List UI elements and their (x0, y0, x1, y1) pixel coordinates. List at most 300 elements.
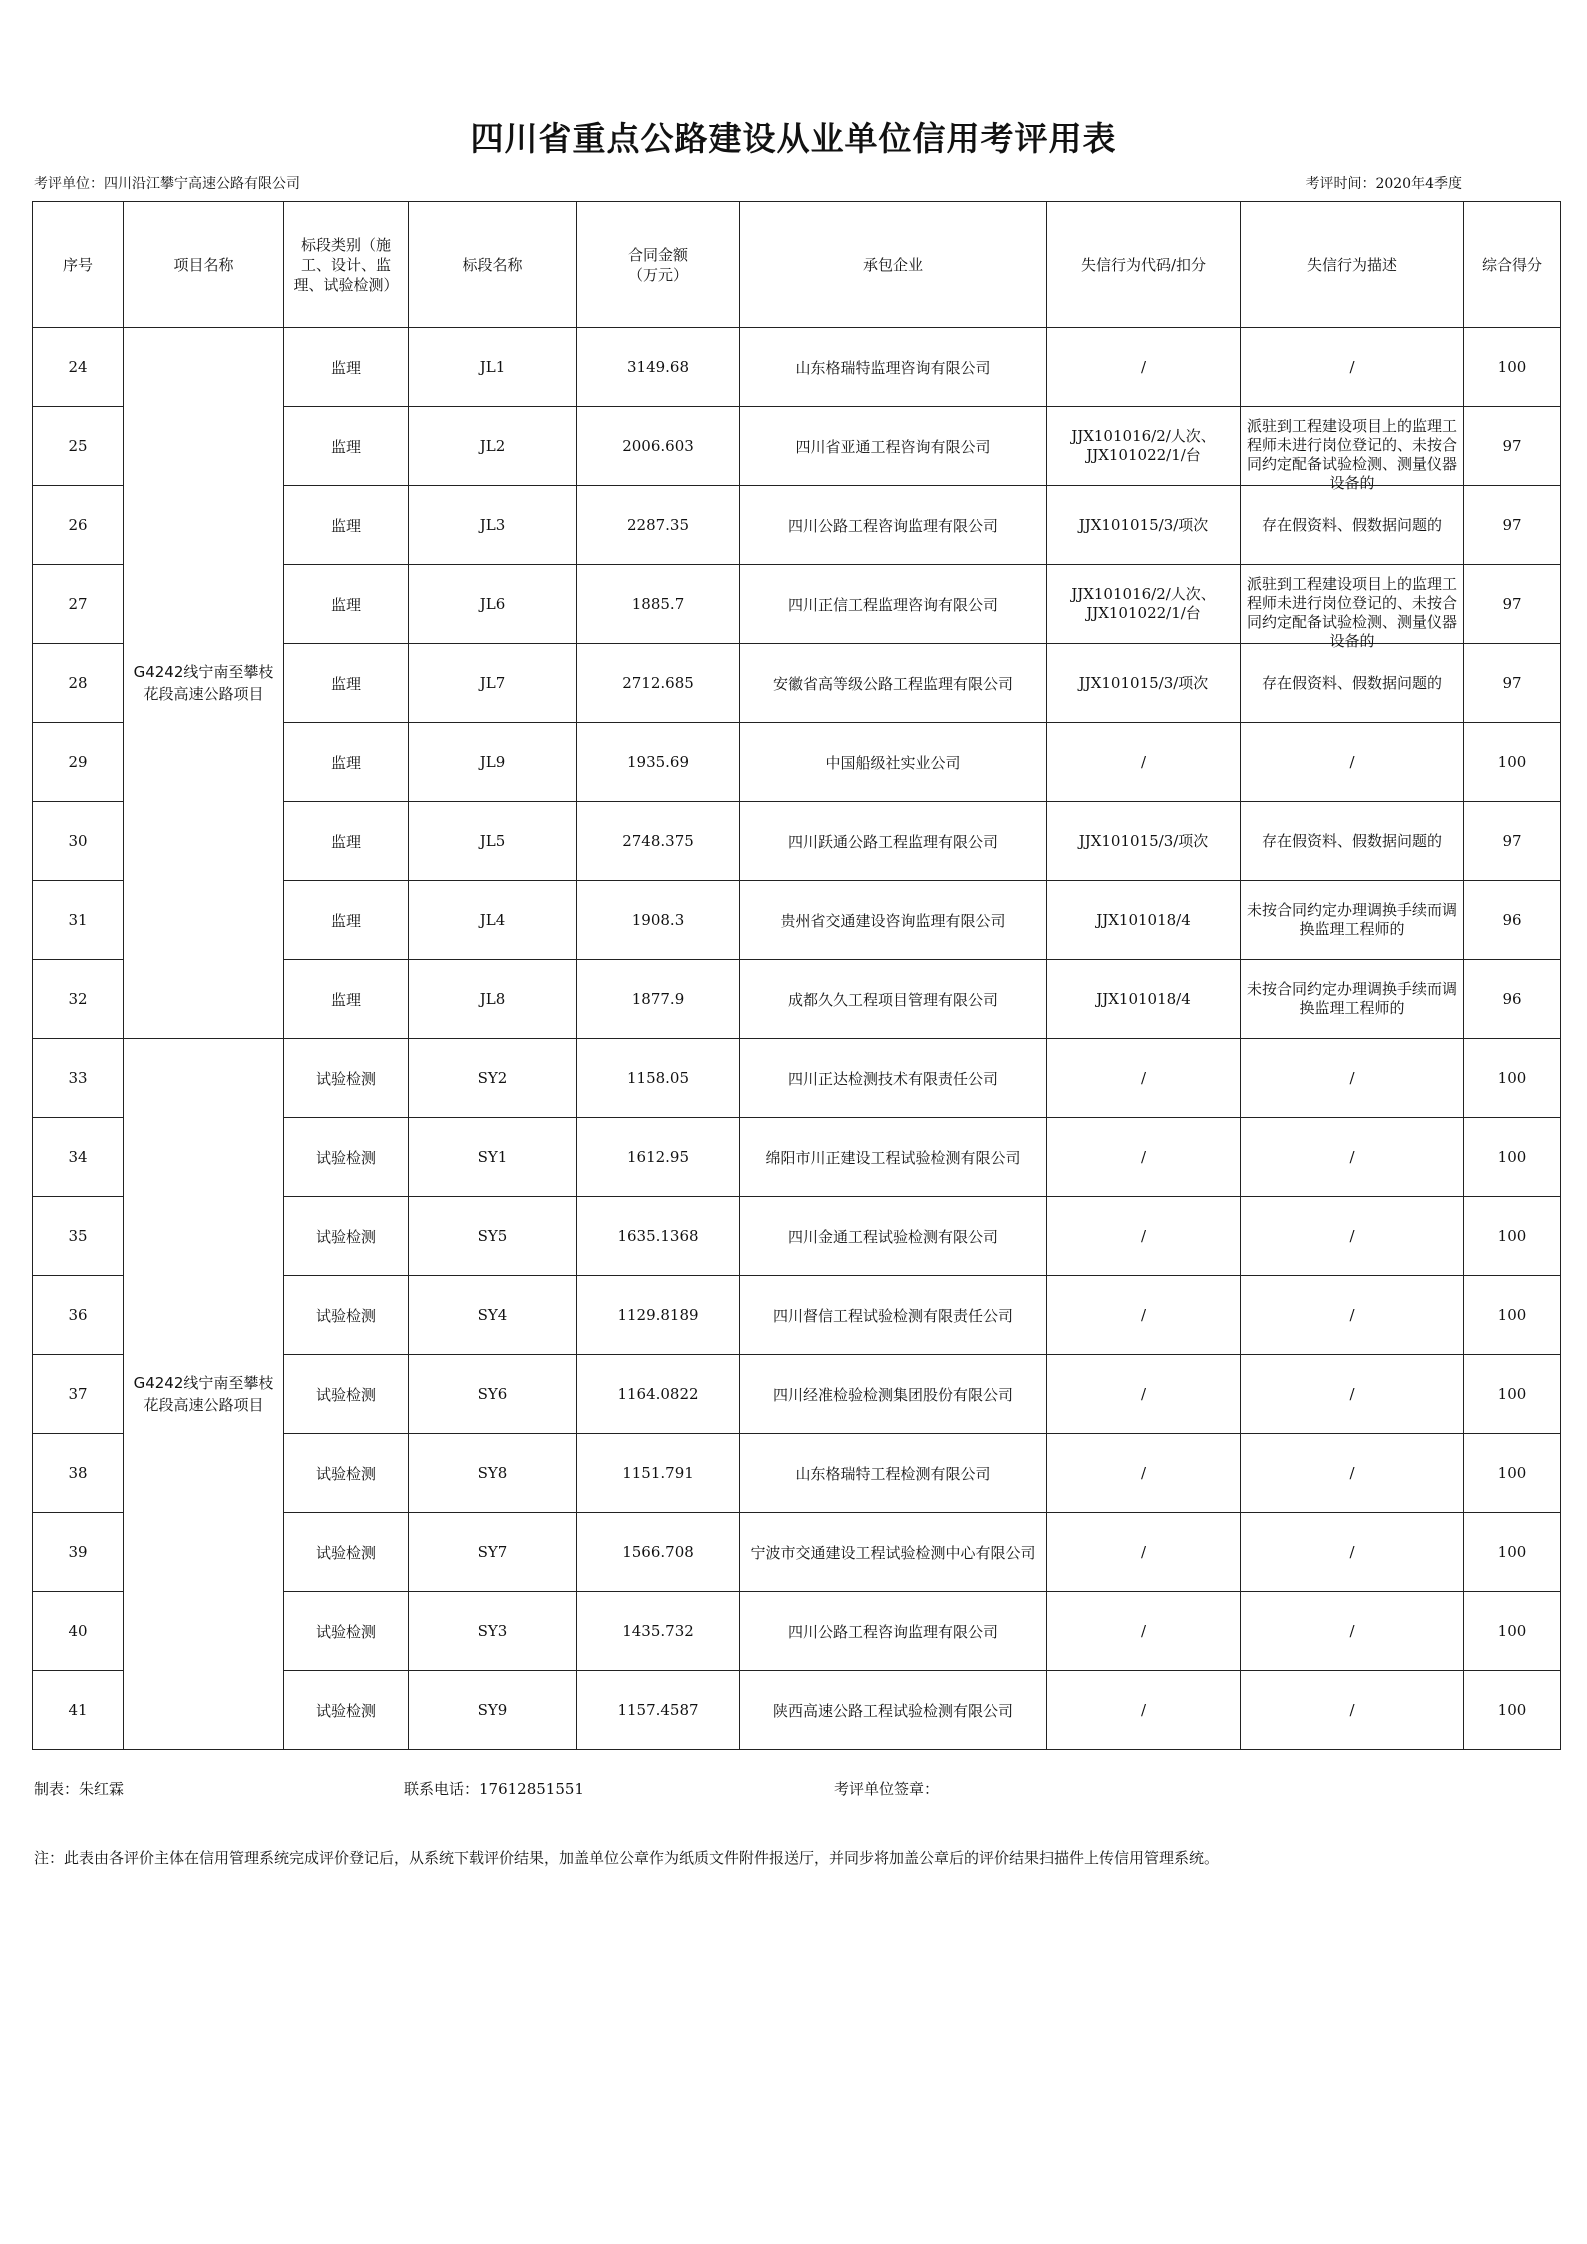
cell-score-text: 96 (1502, 911, 1522, 929)
cell-contractor (740, 644, 1047, 723)
cell-contractor-text: 山东格瑞特工程检测有限公司 (795, 1464, 991, 1483)
cell-code (1047, 1276, 1241, 1355)
cell-desc-text: 存在假资料、假数据问题的 (1261, 673, 1442, 692)
cell-seq-text: 29 (68, 753, 88, 771)
cell-category (284, 1355, 409, 1434)
cell-category-text: 试验检测 (315, 1148, 376, 1167)
cell-desc (1241, 328, 1464, 407)
cell-score (1464, 1513, 1561, 1592)
cell-amount (577, 328, 740, 407)
cell-category-text: 试验检测 (315, 1622, 376, 1641)
cell-seq (33, 1513, 124, 1592)
header-category: 标段类别（施工、设计、监理、试验检测） (284, 202, 409, 328)
cell-section-text: JL9 (479, 753, 506, 771)
cell-seq (33, 1355, 124, 1434)
cell-seq (33, 486, 124, 565)
cell-contractor (740, 486, 1047, 565)
cell-desc-text: / (1349, 1068, 1355, 1087)
cell-code-text: JJX101016/2/人次、JJX101022/1/台 (1071, 585, 1216, 622)
footnote: 注：此表由各评价主体在信用管理系统完成评价登记后，从系统下载评价结果，加盖单位公章作为纸质文件附件报送厅，并同步将加盖公章后的评价结果扫描件上传信用管理系统。 (34, 1849, 1220, 1867)
cell-code (1047, 1434, 1241, 1513)
cell-score (1464, 960, 1561, 1039)
cell-desc-text: 未按合同约定办理调换手续而调换监理工程师的 (1246, 901, 1457, 938)
cell-score-text: 100 (1497, 1701, 1527, 1719)
cell-score (1464, 644, 1561, 723)
cell-code-text: JJX101015/3/项次 (1078, 515, 1209, 534)
cell-code (1047, 407, 1241, 486)
cell-category-text: 试验检测 (315, 1385, 376, 1404)
cell-contractor-text: 四川正信工程监理咨询有限公司 (787, 595, 998, 614)
cell-section-text: JL7 (479, 674, 506, 692)
cell-section-text: SY7 (477, 1543, 508, 1561)
cell-project: G4242线宁南至攀枝花段高速公路项目 (124, 1039, 284, 1750)
cell-code (1047, 1592, 1241, 1671)
cell-contractor-text: 四川公路工程咨询监理有限公司 (787, 1622, 998, 1641)
cell-section-text: JL5 (479, 832, 506, 850)
cell-score-text: 97 (1502, 437, 1522, 455)
cell-section-text: JL1 (479, 358, 506, 376)
cell-code (1047, 1513, 1241, 1592)
cell-section (409, 960, 577, 1039)
meta-row (34, 173, 1462, 197)
cell-contractor (740, 1039, 1047, 1118)
cell-category-text: 监理 (330, 753, 361, 772)
cell-section-text: JL4 (479, 911, 506, 929)
cell-amount-text: 3149.68 (626, 358, 690, 376)
cell-category (284, 1197, 409, 1276)
cell-contractor-text: 陕西高速公路工程试验检测有限公司 (772, 1701, 1013, 1720)
cell-section (409, 486, 577, 565)
cell-score-text: 100 (1497, 1306, 1527, 1324)
cell-code-text: / (1140, 1384, 1147, 1403)
cell-amount (577, 644, 740, 723)
cell-amount (577, 565, 740, 644)
cell-code-text: / (1140, 1700, 1147, 1719)
table-row (33, 328, 1561, 407)
cell-amount (577, 1197, 740, 1276)
cell-score-text: 97 (1502, 674, 1522, 692)
cell-code (1047, 565, 1241, 644)
cell-desc (1241, 1039, 1464, 1118)
cell-code-text: JJX101015/3/项次 (1078, 831, 1209, 850)
cell-contractor (740, 802, 1047, 881)
cell-code (1047, 1197, 1241, 1276)
cell-seq-text: 32 (68, 990, 88, 1008)
cell-amount-text: 1151.791 (622, 1464, 694, 1482)
cell-section (409, 1592, 577, 1671)
credit-evaluation-table (32, 201, 1561, 1750)
cell-seq (33, 1118, 124, 1197)
cell-contractor (740, 1513, 1047, 1592)
cell-code (1047, 644, 1241, 723)
cell-contractor-text: 宁波市交通建设工程试验检测中心有限公司 (750, 1543, 1036, 1562)
table-row (33, 1039, 1561, 1118)
cell-contractor-text: 山东格瑞特监理咨询有限公司 (795, 358, 991, 377)
cell-score (1464, 486, 1561, 565)
cell-contractor-text: 四川经准检验检测集团股份有限公司 (772, 1385, 1013, 1404)
cell-desc-text: / (1349, 1147, 1355, 1166)
cell-desc-text: / (1349, 1621, 1355, 1640)
cell-seq-text: 28 (68, 674, 88, 692)
cell-score (1464, 723, 1561, 802)
cell-category (284, 1513, 409, 1592)
cell-section (409, 881, 577, 960)
cell-code (1047, 486, 1241, 565)
cell-amount-text: 2748.375 (622, 832, 694, 850)
cell-seq-text: 24 (68, 358, 88, 376)
cell-code (1047, 802, 1241, 881)
cell-score-text: 97 (1502, 832, 1522, 850)
cell-seq-text: 35 (68, 1227, 88, 1245)
cell-contractor-text: 四川省亚通工程咨询有限公司 (795, 437, 991, 456)
cell-desc (1241, 881, 1464, 960)
cell-category-text: 监理 (330, 516, 361, 535)
cell-code (1047, 881, 1241, 960)
cell-contractor (740, 1592, 1047, 1671)
cell-seq (33, 881, 124, 960)
cell-category (284, 1434, 409, 1513)
cell-category (284, 1039, 409, 1118)
cell-contractor-text: 四川公路工程咨询监理有限公司 (787, 516, 998, 535)
cell-category (284, 328, 409, 407)
cell-code-text: JJX101018/4 (1096, 989, 1191, 1008)
cell-amount-text: 1877.9 (631, 990, 685, 1008)
cell-desc-text: / (1349, 1700, 1355, 1719)
cell-contractor (740, 960, 1047, 1039)
cell-category (284, 407, 409, 486)
cell-score (1464, 328, 1561, 407)
cell-amount (577, 723, 740, 802)
cell-seq (33, 802, 124, 881)
cell-category-text: 监理 (330, 595, 361, 614)
cell-contractor-text: 四川跃通公路工程监理有限公司 (787, 832, 998, 851)
cell-desc (1241, 1118, 1464, 1197)
cell-desc (1241, 802, 1464, 881)
cell-score (1464, 1355, 1561, 1434)
cell-category-text: 试验检测 (315, 1306, 376, 1325)
cell-category (284, 960, 409, 1039)
cell-code (1047, 1355, 1241, 1434)
cell-score (1464, 1276, 1561, 1355)
cell-contractor (740, 723, 1047, 802)
cell-score-text: 100 (1497, 1622, 1527, 1640)
cell-amount-text: 1158.05 (626, 1069, 690, 1087)
cell-code-text: / (1140, 1226, 1147, 1245)
cell-section (409, 1513, 577, 1592)
cell-section (409, 723, 577, 802)
page-title: 四川省重点公路建设从业单位信用考评用表 (470, 119, 1117, 158)
cell-score-text: 100 (1497, 1227, 1527, 1245)
cell-score-text: 100 (1497, 753, 1527, 771)
cell-contractor (740, 1197, 1047, 1276)
cell-amount-text: 1129.8189 (617, 1306, 699, 1324)
cell-section-text: SY3 (477, 1622, 508, 1640)
cell-seq-text: 25 (68, 437, 88, 455)
cell-score (1464, 1118, 1561, 1197)
cell-seq-text: 33 (68, 1069, 88, 1087)
cell-category-text: 试验检测 (315, 1069, 376, 1088)
cell-code-text: JJX101018/4 (1096, 910, 1191, 929)
cell-section (409, 802, 577, 881)
cell-score (1464, 1039, 1561, 1118)
cell-score-text: 97 (1502, 595, 1522, 613)
cell-category (284, 1671, 409, 1750)
cell-seq (33, 1671, 124, 1750)
header-row (33, 202, 1561, 328)
cell-code (1047, 1671, 1241, 1750)
cell-contractor (740, 1118, 1047, 1197)
cell-code-text: / (1140, 1542, 1147, 1561)
cell-desc (1241, 486, 1464, 565)
cell-section (409, 1118, 577, 1197)
cell-desc (1241, 1355, 1464, 1434)
cell-section-text: JL8 (479, 990, 506, 1008)
evaluation-period: 考评时间：2020年4季度 (1305, 176, 1462, 192)
cell-section-text: JL3 (479, 516, 506, 534)
cell-section (409, 1671, 577, 1750)
cell-score (1464, 1197, 1561, 1276)
cell-category (284, 723, 409, 802)
cell-seq-text: 36 (68, 1306, 88, 1324)
cell-contractor (740, 1355, 1047, 1434)
cell-seq (33, 1276, 124, 1355)
cell-seq (33, 328, 124, 407)
header-contractor: 承包企业 (740, 202, 1047, 328)
cell-desc (1241, 1513, 1464, 1592)
cell-category-text: 试验检测 (315, 1227, 376, 1246)
cell-seq-text: 39 (68, 1543, 88, 1561)
cell-seq (33, 1592, 124, 1671)
cell-score (1464, 565, 1561, 644)
cell-seq-text: 38 (68, 1464, 88, 1482)
cell-contractor (740, 1434, 1047, 1513)
cell-contractor (740, 407, 1047, 486)
evaluating-unit: 考评单位：四川沿江攀宁高速公路有限公司 (34, 176, 300, 192)
cell-contractor-text: 安徽省高等级公路工程监理有限公司 (772, 674, 1013, 693)
header-desc: 失信行为描述 (1241, 202, 1464, 328)
cell-score-text: 100 (1497, 1148, 1527, 1166)
header-project: 项目名称 (124, 202, 284, 328)
cell-code (1047, 1118, 1241, 1197)
cell-category-text: 试验检测 (315, 1543, 376, 1562)
cell-category (284, 1592, 409, 1671)
cell-seq-text: 30 (68, 832, 88, 850)
cell-seq-text: 27 (68, 595, 88, 613)
cell-amount-text: 1635.1368 (617, 1227, 699, 1245)
cell-section-text: JL2 (479, 437, 506, 455)
cell-section-text: SY5 (477, 1227, 508, 1245)
cell-category (284, 1276, 409, 1355)
cell-seq-text: 40 (68, 1622, 88, 1640)
cell-score-text: 100 (1497, 358, 1527, 376)
cell-project: G4242线宁南至攀枝花段高速公路项目 (124, 328, 284, 1039)
table-body (33, 328, 1561, 1750)
cell-code-text: / (1140, 1621, 1147, 1640)
cell-category (284, 802, 409, 881)
cell-code-text: / (1140, 357, 1147, 376)
cell-category-text: 监理 (330, 674, 361, 693)
cell-score-text: 96 (1502, 990, 1522, 1008)
cell-code-text: / (1140, 1147, 1147, 1166)
cell-section (409, 328, 577, 407)
cell-seq (33, 1434, 124, 1513)
cell-category (284, 1118, 409, 1197)
cell-score (1464, 407, 1561, 486)
cell-contractor-text: 四川正达检测技术有限责任公司 (787, 1069, 998, 1088)
cell-score-text: 100 (1497, 1464, 1527, 1482)
cell-contractor-text: 四川督信工程试验检测有限责任公司 (772, 1306, 1013, 1325)
cell-score-text: 100 (1497, 1069, 1527, 1087)
cell-section-text: SY2 (477, 1069, 508, 1087)
cell-score-text: 97 (1502, 516, 1522, 534)
cell-desc-text: 派驻到工程建设项目上的监理工程师未进行岗位登记的、未按合同约定配备试验检测、测量仪器设备的 (1246, 417, 1457, 492)
cell-category-text: 监理 (330, 990, 361, 1009)
cell-code-text: / (1140, 752, 1147, 771)
header-amount: 合同金额（万元） (577, 202, 740, 328)
cell-section-text: JL6 (479, 595, 506, 613)
cell-contractor-text: 贵州省交通建设咨询监理有限公司 (780, 911, 1006, 930)
cell-code (1047, 723, 1241, 802)
cell-code (1047, 960, 1241, 1039)
cell-desc (1241, 1276, 1464, 1355)
table-maker: 制表：朱红霖 (34, 1780, 125, 1798)
cell-code (1047, 1039, 1241, 1118)
cell-section (409, 565, 577, 644)
cell-section-text: SY9 (477, 1701, 508, 1719)
contact-phone: 联系电话：17612851551 (404, 1780, 584, 1798)
cell-contractor-text: 四川金通工程试验检测有限公司 (787, 1227, 998, 1246)
cell-amount-text: 2712.685 (622, 674, 694, 692)
cell-section (409, 407, 577, 486)
cell-category (284, 881, 409, 960)
cell-contractor (740, 1671, 1047, 1750)
cell-amount-text: 1612.95 (626, 1148, 690, 1166)
cell-amount (577, 1355, 740, 1434)
cell-desc (1241, 407, 1464, 492)
cell-desc-text: 存在假资料、假数据问题的 (1261, 831, 1442, 850)
cell-contractor (740, 565, 1047, 644)
cell-seq-text: 37 (68, 1385, 88, 1403)
cell-category-text: 试验检测 (315, 1701, 376, 1720)
cell-score-text: 100 (1497, 1543, 1527, 1561)
cell-desc (1241, 1434, 1464, 1513)
cell-desc-text: 未按合同约定办理调换手续而调换监理工程师的 (1246, 980, 1457, 1017)
cell-seq-text: 31 (68, 911, 88, 929)
cell-desc-text: / (1349, 1463, 1355, 1482)
cell-contractor-text: 成都久久工程项目管理有限公司 (787, 990, 998, 1009)
cell-amount (577, 407, 740, 486)
cell-score (1464, 1671, 1561, 1750)
cell-category (284, 644, 409, 723)
cell-category-text: 监理 (330, 358, 361, 377)
cell-amount-text: 1157.4587 (617, 1701, 699, 1719)
cell-contractor-text: 绵阳市川正建设工程试验检测有限公司 (765, 1148, 1021, 1167)
cell-score (1464, 802, 1561, 881)
cell-amount (577, 960, 740, 1039)
cell-desc (1241, 723, 1464, 802)
cell-amount (577, 1039, 740, 1118)
cell-seq (33, 960, 124, 1039)
cell-section (409, 1276, 577, 1355)
cell-amount-text: 1164.0822 (617, 1385, 699, 1403)
cell-desc (1241, 565, 1464, 650)
cell-amount-text: 1885.7 (631, 595, 685, 613)
cell-seq (33, 565, 124, 644)
cell-code-text: JJX101015/3/项次 (1078, 673, 1209, 692)
cell-section (409, 1434, 577, 1513)
cell-section (409, 1197, 577, 1276)
cell-code (1047, 328, 1241, 407)
cell-amount-text: 1935.69 (626, 753, 690, 771)
cell-amount (577, 881, 740, 960)
cell-seq-text: 41 (68, 1701, 88, 1719)
cell-section (409, 644, 577, 723)
cell-category (284, 565, 409, 644)
cell-desc-text: 存在假资料、假数据问题的 (1261, 515, 1442, 534)
cell-desc-text: / (1349, 1384, 1355, 1403)
cell-amount (577, 1276, 740, 1355)
cell-desc (1241, 1671, 1464, 1750)
cell-seq (33, 1197, 124, 1276)
cell-seq-text: 34 (68, 1148, 88, 1166)
cell-contractor (740, 328, 1047, 407)
cell-amount-text: 1908.3 (631, 911, 685, 929)
cell-amount (577, 1513, 740, 1592)
cell-contractor-text: 中国船级社实业公司 (825, 753, 961, 772)
header-score: 综合得分 (1464, 202, 1561, 328)
cell-amount-text: 1566.708 (622, 1543, 694, 1561)
cell-section-text: SY8 (477, 1464, 508, 1482)
cell-section-text: SY1 (477, 1148, 508, 1166)
cell-contractor (740, 1276, 1047, 1355)
cell-seq-text: 26 (68, 516, 88, 534)
header-seq: 序号 (33, 202, 124, 328)
cell-section (409, 1355, 577, 1434)
cell-seq (33, 1039, 124, 1118)
cell-amount (577, 1671, 740, 1750)
cell-section (409, 1039, 577, 1118)
cell-seq (33, 644, 124, 723)
cell-amount (577, 802, 740, 881)
cell-score (1464, 1592, 1561, 1671)
cell-code-text: / (1140, 1463, 1147, 1482)
cell-amount (577, 1118, 740, 1197)
cell-amount-text: 2287.35 (626, 516, 690, 534)
cell-category-text: 试验检测 (315, 1464, 376, 1483)
cell-desc-text: / (1349, 1305, 1355, 1324)
cell-desc (1241, 644, 1464, 723)
signature-label: 考评单位签章： (834, 1780, 940, 1798)
cell-section-text: SY4 (477, 1306, 508, 1324)
footer-row (34, 1778, 1534, 1802)
cell-category-text: 监理 (330, 832, 361, 851)
cell-desc (1241, 1197, 1464, 1276)
cell-desc (1241, 960, 1464, 1039)
cell-amount (577, 1592, 740, 1671)
cell-desc-text: 派驻到工程建设项目上的监理工程师未进行岗位登记的、未按合同约定配备试验检测、测量仪器设备的 (1246, 575, 1457, 650)
header-section: 标段名称 (409, 202, 577, 328)
cell-amount (577, 1434, 740, 1513)
cell-score-text: 100 (1497, 1385, 1527, 1403)
cell-desc-text: / (1349, 357, 1355, 376)
cell-score (1464, 881, 1561, 960)
cell-code-text: / (1140, 1068, 1147, 1087)
cell-category-text: 监理 (330, 437, 361, 456)
cell-amount-text: 2006.603 (622, 437, 694, 455)
cell-amount (577, 486, 740, 565)
header-code: 失信行为代码/扣分 (1047, 202, 1241, 328)
cell-contractor (740, 881, 1047, 960)
